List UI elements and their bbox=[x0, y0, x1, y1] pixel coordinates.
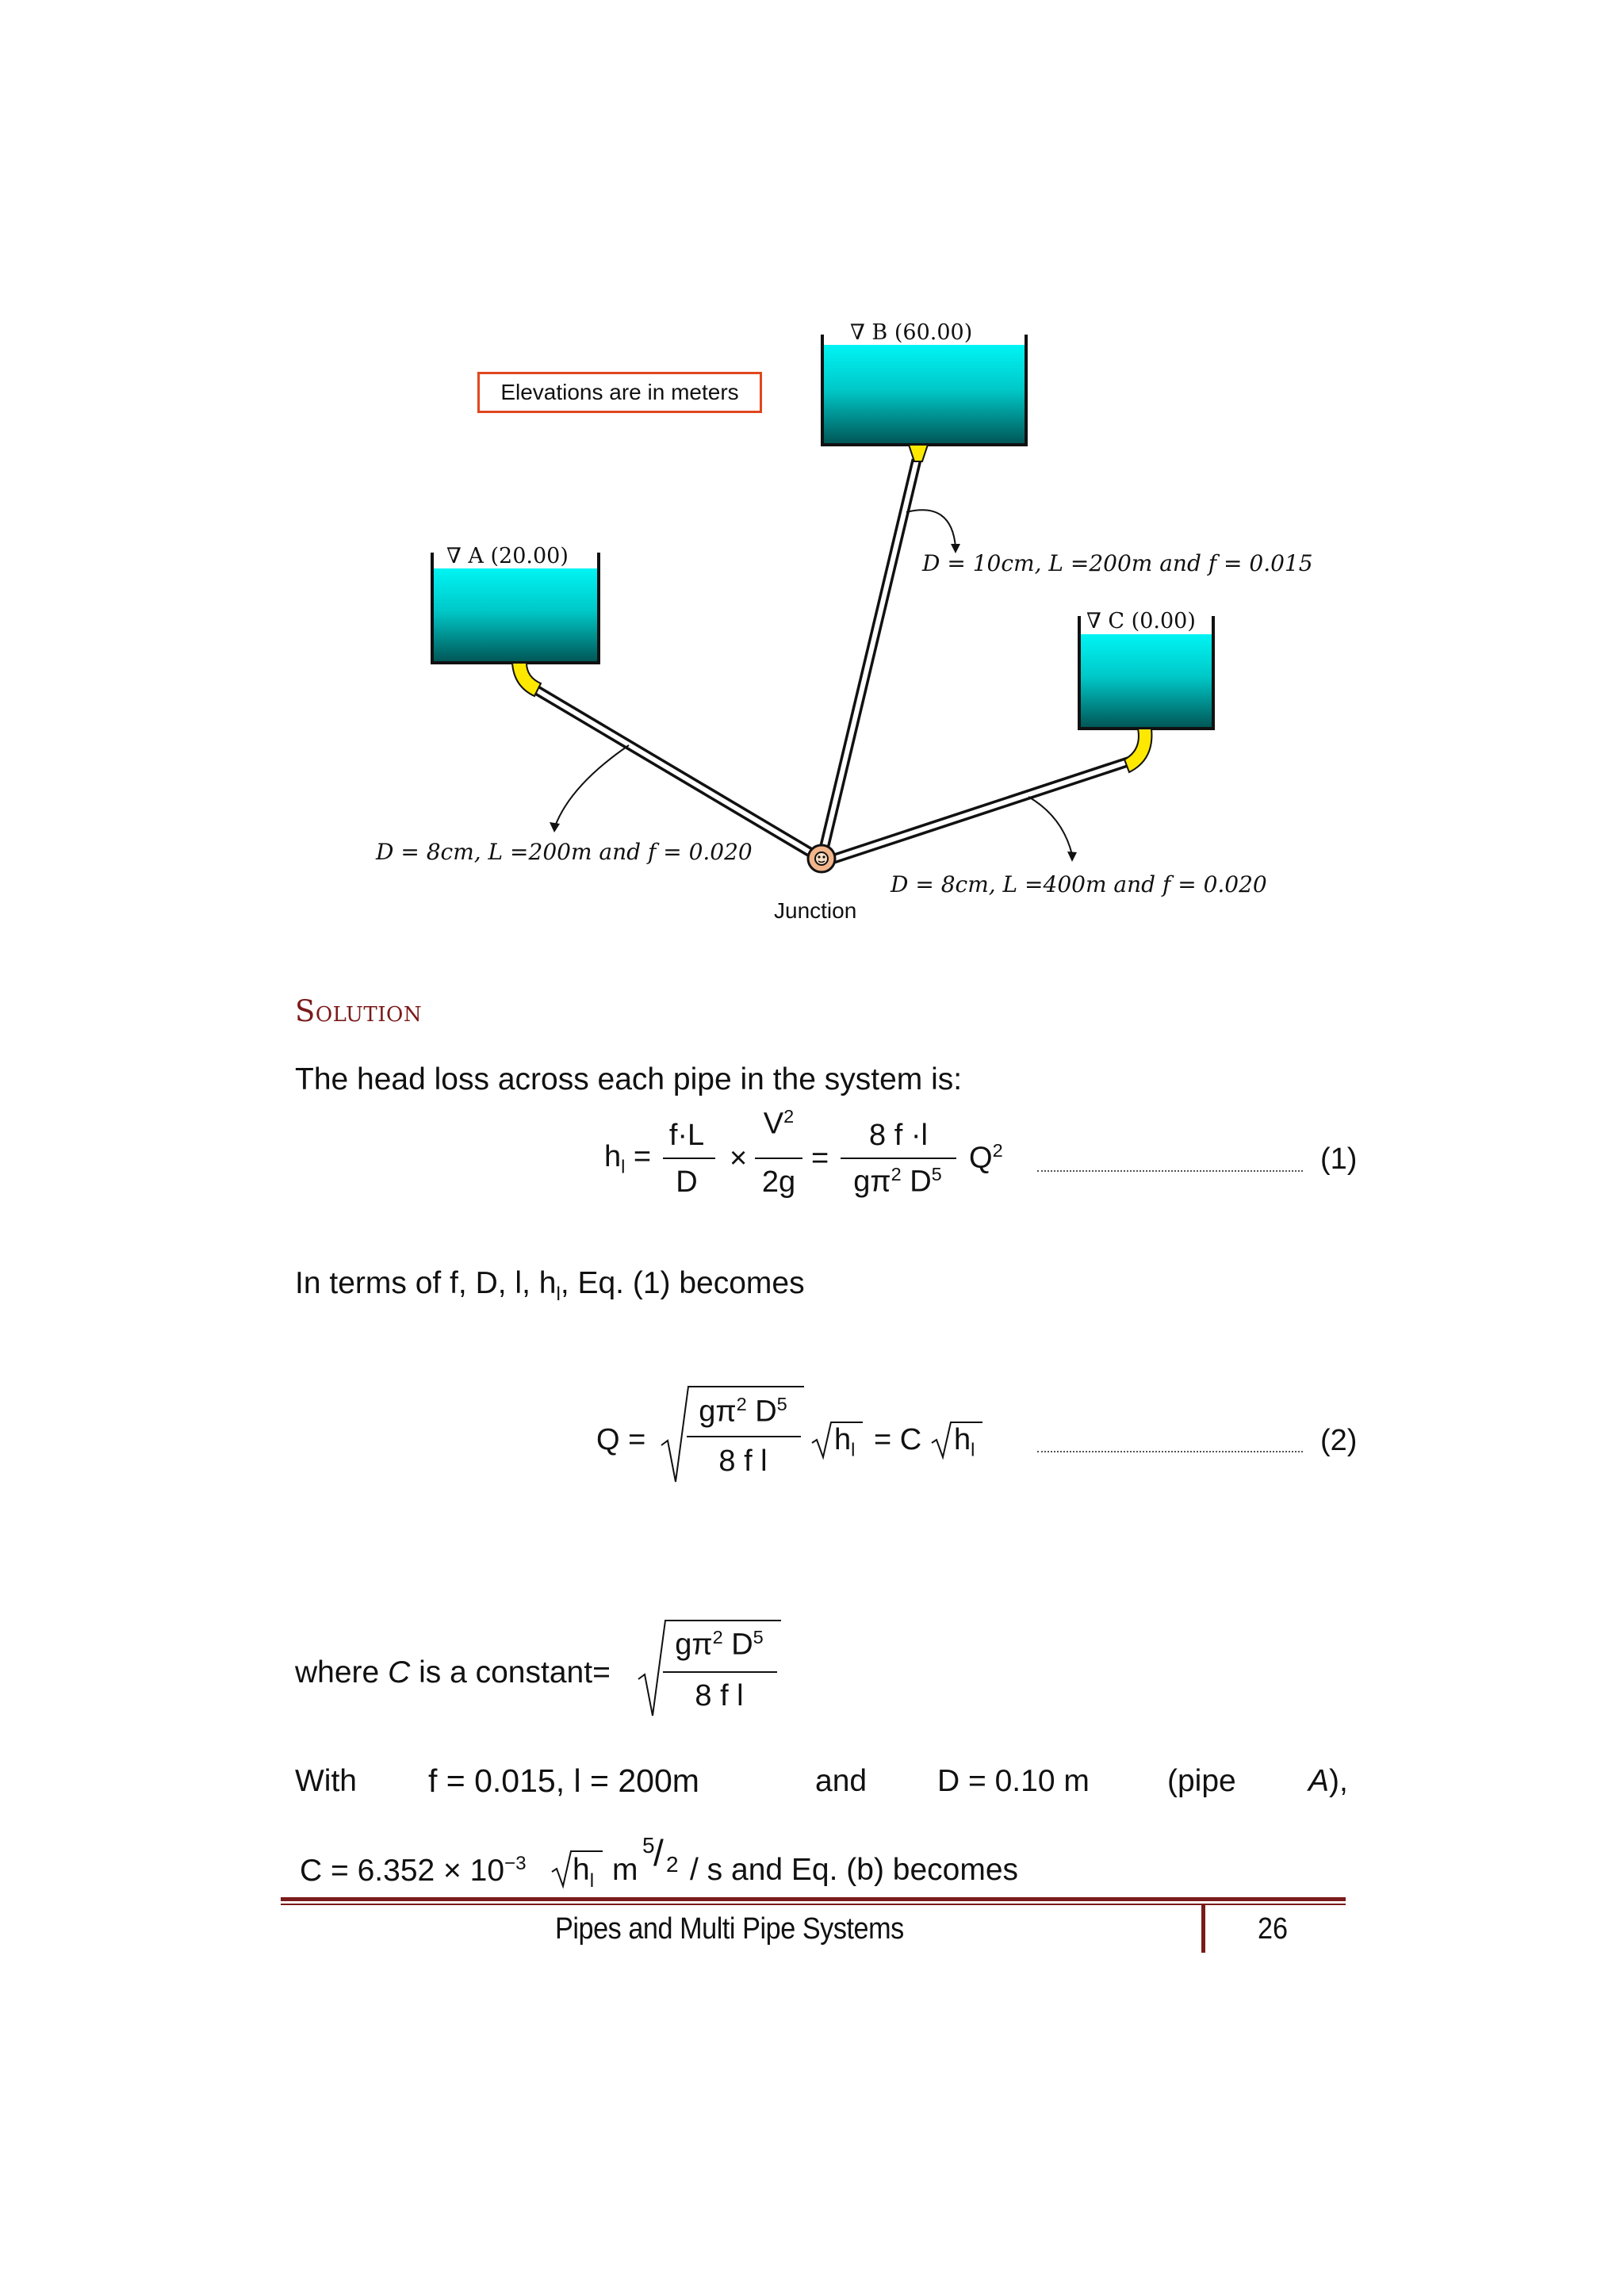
tank-c-label: ∇ C (0.00) bbox=[1086, 609, 1196, 633]
pipe-c bbox=[829, 729, 1151, 860]
tank-a-label: ∇ A (20.00) bbox=[446, 544, 569, 568]
solution-heading: Solution bbox=[295, 994, 423, 1028]
tank-b-label: ∇ B (60.00) bbox=[850, 320, 973, 345]
junction-label: Junction bbox=[774, 898, 857, 923]
intro-text: The head loss across each pipe in the system is: bbox=[295, 1062, 963, 1096]
junction-node bbox=[808, 845, 835, 872]
footer-rule-thin bbox=[281, 1904, 1346, 1905]
footer-rule-thick bbox=[281, 1897, 1346, 1901]
pipe-b bbox=[823, 445, 928, 852]
pipe-c-label: D = 8cm, L =400m and f = 0.020 bbox=[891, 871, 1267, 897]
reservoir-a bbox=[432, 553, 599, 663]
pipe-a bbox=[512, 663, 817, 856]
footer-title: Pipes and Multi Pipe Systems bbox=[555, 1912, 904, 1946]
reservoir-b bbox=[822, 335, 1026, 445]
equation-2-number: (2) bbox=[1320, 1424, 1358, 1457]
equation-1-number: (1) bbox=[1320, 1142, 1358, 1176]
arrow-pipe-b bbox=[906, 510, 960, 553]
footer-separator bbox=[1201, 1905, 1205, 1953]
page-number: 26 bbox=[1258, 1912, 1289, 1946]
pipe-a-label: D = 8cm, L =200m and f = 0.020 bbox=[376, 839, 753, 865]
elevations-note: Elevations are in meters bbox=[477, 372, 762, 413]
arrow-pipe-a bbox=[550, 745, 629, 832]
pipe-network-diagram bbox=[0, 0, 1624, 951]
terms-text: In terms of f, D, l, $h_l$, Eq. (1) becomes bbox=[295, 1266, 805, 1305]
pipe-b-label: D = 10cm, L =200m and f = 0.015 bbox=[922, 550, 1313, 576]
arrow-pipe-c bbox=[1028, 797, 1077, 862]
